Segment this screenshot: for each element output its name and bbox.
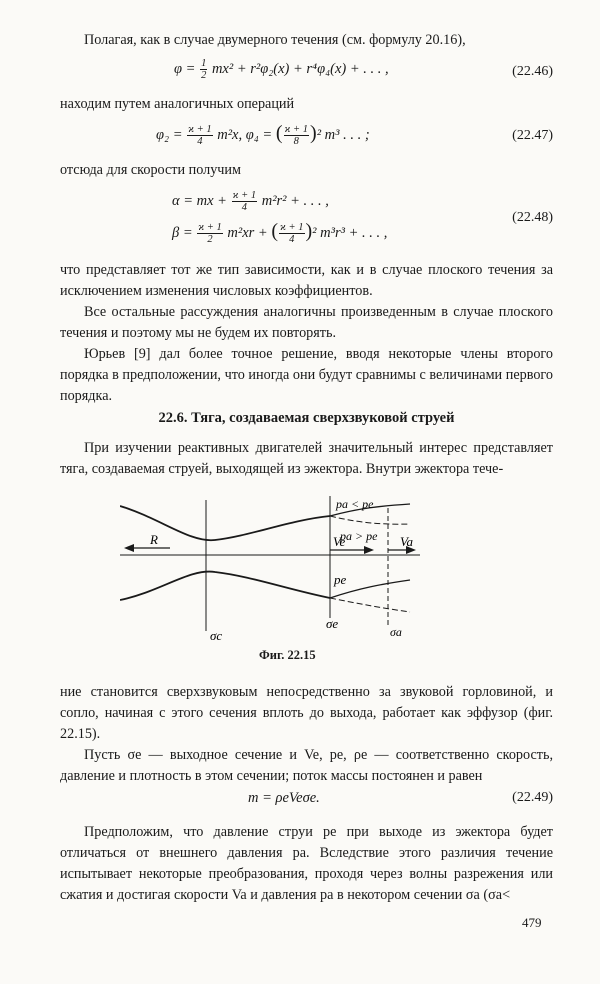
equation-22-46: φ = $\frac{1}{2}$ mx² + r²φ₂(x) + r⁴φ₄(x) + . . . , (22.46) <box>174 58 553 81</box>
section-heading: 22.6. Тяга, создаваемая сверхзвуковой струей <box>158 410 455 426</box>
label-R: R <box>150 532 158 547</box>
paragraph-1: Полагая, как в случае двумерного течения (см. формулу 20.16), <box>84 32 466 48</box>
equation-22-47: φ₂ = $\frac{ϰ + 1}{4}$ m²x, φ₄ = ( $\frac{ϰ + 1}{8}$ )² m³ . . . ; (22.47) <box>156 122 553 148</box>
figure-caption: Фиг. 22.15 <box>259 648 316 662</box>
paragraph-3: отсюда для скорости получим <box>60 162 242 178</box>
paragraph-10: Предположим, что давление струи pe при выходе из эжектора будет отличаться от внешнего давления pa. Вследствие этого различия течение испытывает некоторые преобразования, проходя через волны разрежения или сжатия и достигая скорости Va и давления pa в некотором сечении σa (σa< <box>60 824 553 903</box>
lower-nozzle-wall <box>120 572 330 600</box>
paragraph-4: что представляет тот же тип зависимости, как и в случае плоского течения за исключением изменения числовых коэффициентов. <box>60 262 553 299</box>
equation-22-48: α = mx + $\frac{ϰ + 1}{4}$ m²r² + . . . , β = $\frac{ϰ + 1}{2}$ m²xr + ( $\frac{ϰ + 1}{4}$ )² m³r³ + . . . , (22.48) <box>172 190 553 246</box>
paragraph-5: Все остальные рассуждения аналогичны произведенным в случае плоского течения и поэтому мы не будем их повторять. <box>60 304 553 341</box>
label-pe: pe <box>334 572 347 587</box>
equation-number: (22.48) <box>512 210 553 225</box>
paragraph-9: Пусть σe — выходное сечение и Ve, pe, ρe — соответственно скорость, давление и плотность в этом сечении; поток массы постоянен и равен <box>60 747 553 784</box>
equation-22-49: m = ρeVeσe. (22.49) <box>248 790 553 806</box>
paragraph-7: При изучении реактивных двигателей значительный интерес представляет тяга, создаваемая струей, выходящей из эжектора. Внутри эжектора тече- <box>60 440 553 477</box>
equation-number: (22.47) <box>512 128 553 143</box>
label-sigma-c: σc <box>210 628 223 643</box>
label-Va: Va <box>400 534 413 549</box>
paragraph-8: ние становится сверхзвуковым непосредственно за звуковой горловиной, и сопло, начиная с этого сечения вплоть до выхода, работает как эффузор (фиг. 22.15). <box>60 684 553 742</box>
label-pa-lt-pe: pa < pe <box>336 497 374 511</box>
label-Ve: Ve <box>333 534 346 549</box>
jet-upper-contracting <box>330 516 410 524</box>
page-number: 479 <box>522 915 542 930</box>
label-pa-gt-pe: pa > pe <box>340 529 378 543</box>
label-sigma-a: σa <box>390 625 402 639</box>
label-sigma-e: σe <box>326 616 339 631</box>
paragraph-2: находим путем аналогичных операций <box>60 96 295 112</box>
figure-nozzle-diagram <box>120 488 420 646</box>
paragraph-6: Юрьев [9] дал более точное решение, вводя некоторые члены второго порядка в предположении, что иногда они будут сравнимы с величинами первого порядка. <box>60 346 553 404</box>
equation-number: (22.46) <box>512 64 553 79</box>
jet-lower-dashed <box>330 598 410 612</box>
equation-number: (22.49) <box>512 790 553 805</box>
